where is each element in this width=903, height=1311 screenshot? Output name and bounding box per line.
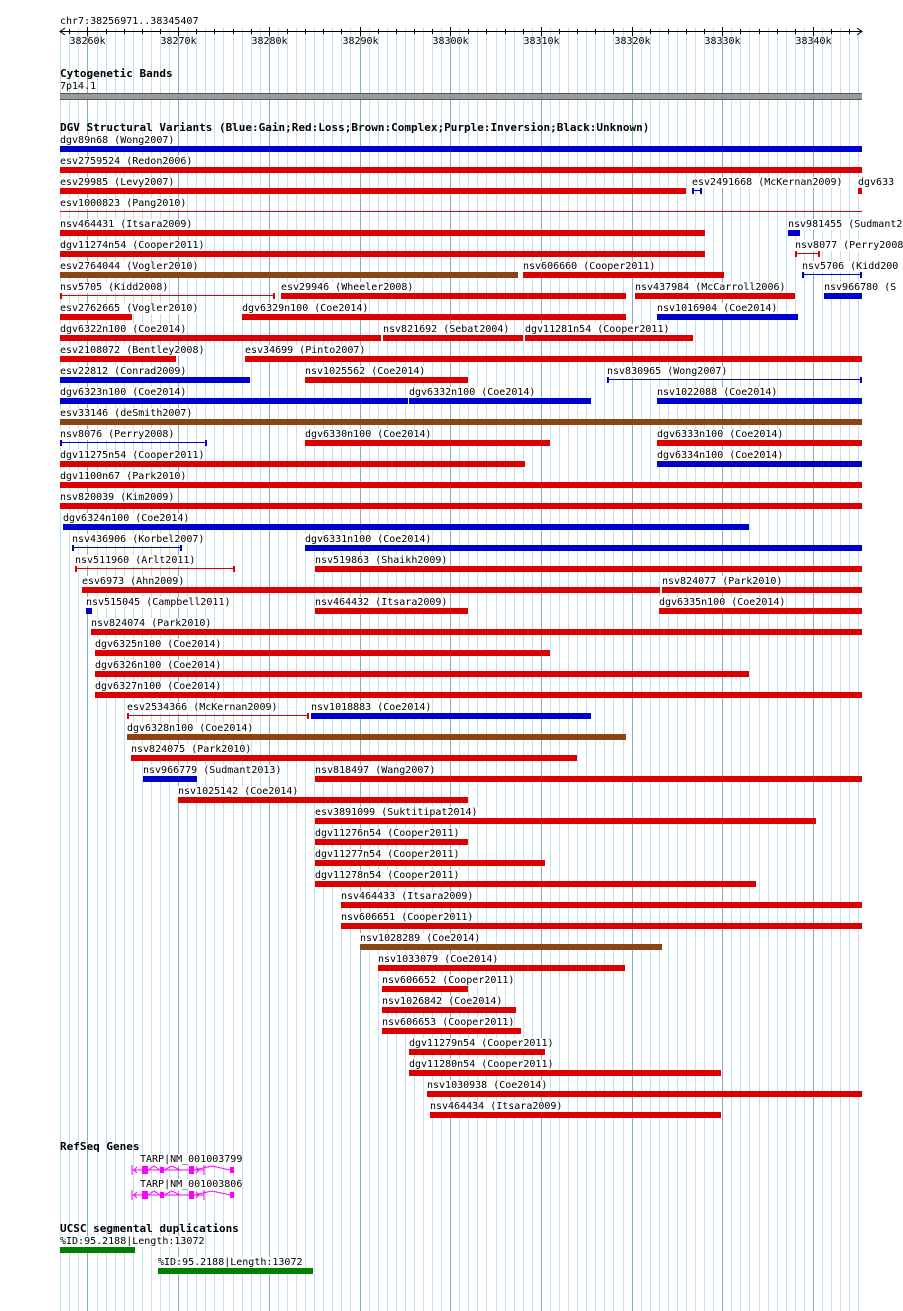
- sv-feature[interactable]: [60, 377, 250, 383]
- segdup-feature[interactable]: [60, 1247, 135, 1253]
- sv-feature[interactable]: [662, 587, 862, 593]
- cytoband-label: 7p14.1: [60, 81, 97, 92]
- gene-model[interactable]: [129, 1164, 207, 1176]
- sv-feature-label[interactable]: nsv981455 (Sudmant2: [788, 219, 903, 230]
- sv-feature[interactable]: [382, 1007, 516, 1013]
- sv-feature[interactable]: [305, 440, 550, 446]
- sv-feature[interactable]: [60, 293, 275, 299]
- ruler-tick-label: 38260k: [69, 36, 106, 47]
- sv-feature-label[interactable]: nsv515045 (Campbell2011): [86, 597, 231, 608]
- sv-feature-label[interactable]: nsv606652 (Cooper2011): [382, 975, 515, 986]
- sv-feature[interactable]: [95, 650, 550, 656]
- sv-feature-label[interactable]: nsv5705 (Kidd2008): [60, 282, 169, 293]
- sv-feature-label[interactable]: dgv11276n54 (Cooper2011): [315, 828, 460, 839]
- sv-feature[interactable]: [60, 398, 408, 404]
- sv-feature-label[interactable]: esv2491668 (McKernan2009): [692, 177, 843, 188]
- cytoband-bar[interactable]: [60, 93, 862, 100]
- sv-feature-label[interactable]: dgv6324n100 (Coe2014): [63, 513, 190, 524]
- sv-feature-label[interactable]: esv2762665 (Vogler2010): [60, 303, 199, 314]
- sv-feature-label[interactable]: nsv824075 (Park2010): [131, 744, 252, 755]
- sv-feature[interactable]: [60, 146, 862, 152]
- sv-feature-label[interactable]: nsv464433 (Itsara2009): [341, 891, 474, 902]
- sv-feature[interactable]: [315, 881, 756, 887]
- gene-label[interactable]: TARP|NM_001003799: [140, 1154, 243, 1165]
- sv-feature-label[interactable]: dgv11278n54 (Cooper2011): [315, 870, 460, 881]
- sv-feature[interactable]: [60, 419, 862, 425]
- sv-feature-label[interactable]: nsv1022088 (Coe2014): [657, 387, 778, 398]
- sv-feature-label[interactable]: dgv6323n100 (Coe2014): [60, 387, 187, 398]
- sv-feature[interactable]: [607, 377, 862, 383]
- sv-feature-label[interactable]: nsv464434 (Itsara2009): [430, 1101, 563, 1112]
- sv-feature[interactable]: [383, 335, 523, 341]
- ruler-tick-label: 38340k: [795, 36, 832, 47]
- sv-feature-label[interactable]: nsv1030938 (Coe2014): [427, 1080, 548, 1091]
- segdup-label[interactable]: %ID:95.2188|Length:13072: [158, 1257, 303, 1268]
- ruler-tick-label: 38270k: [160, 36, 197, 47]
- sv-feature[interactable]: [315, 566, 862, 572]
- sv-feature-label[interactable]: dgv6332n100 (Coe2014): [409, 387, 536, 398]
- sv-feature[interactable]: [657, 398, 862, 404]
- sv-feature-label[interactable]: esv29985 (Levy2007): [60, 177, 175, 188]
- sv-feature[interactable]: [60, 482, 862, 488]
- sv-feature[interactable]: [659, 608, 862, 614]
- sv-feature-label[interactable]: nsv1026842 (Coe2014): [382, 996, 503, 1007]
- sv-feature-label[interactable]: nsv1025562 (Coe2014): [305, 366, 426, 377]
- sv-feature[interactable]: [409, 1070, 721, 1076]
- sv-feature-label[interactable]: dgv11277n54 (Cooper2011): [315, 849, 460, 860]
- sv-feature[interactable]: [60, 335, 381, 341]
- sv-feature[interactable]: [60, 314, 132, 320]
- sv-feature[interactable]: [242, 314, 626, 320]
- sv-feature-label[interactable]: dgv6330n100 (Coe2014): [305, 429, 432, 440]
- sv-feature[interactable]: [692, 188, 702, 194]
- sv-feature[interactable]: [178, 797, 468, 803]
- sv-feature-label[interactable]: nsv821692 (Sebat2004): [383, 324, 510, 335]
- sv-feature-label[interactable]: esv6973 (Ahn2009): [82, 576, 185, 587]
- sv-feature[interactable]: [305, 377, 468, 383]
- sv-feature[interactable]: [315, 776, 862, 782]
- sv-feature-label[interactable]: dgv633: [858, 177, 895, 188]
- sv-feature[interactable]: [127, 713, 309, 719]
- sv-feature[interactable]: [802, 272, 862, 278]
- sv-feature[interactable]: [131, 755, 577, 761]
- sv-feature-label[interactable]: nsv820039 (Kim2009): [60, 492, 175, 503]
- sv-feature[interactable]: [795, 251, 820, 257]
- sv-feature-label[interactable]: dgv6334n100 (Coe2014): [657, 450, 784, 461]
- sv-feature[interactable]: [86, 608, 92, 614]
- sv-feature-label[interactable]: dgv6328n100 (Coe2014): [127, 723, 254, 734]
- sv-feature-label[interactable]: dgv6329n100 (Coe2014): [242, 303, 369, 314]
- sv-feature[interactable]: [523, 272, 724, 278]
- sv-feature[interactable]: [824, 293, 862, 299]
- sv-feature-label[interactable]: nsv436906 (Korbel2007): [72, 534, 205, 545]
- sv-feature-label[interactable]: dgv11280n54 (Cooper2011): [409, 1059, 554, 1070]
- dgv-track-title: DGV Structural Variants (Blue:Gain;Red:Loss;Brown:Complex;Purple:Inversion;Black:Unknown): [60, 121, 650, 134]
- sv-feature-label[interactable]: nsv464432 (Itsara2009): [315, 597, 448, 608]
- sv-feature-label[interactable]: dgv89n68 (Wong2007): [60, 135, 175, 146]
- sv-feature[interactable]: [657, 314, 798, 320]
- ruler-tick-label: 38290k: [342, 36, 379, 47]
- sv-feature-label[interactable]: dgv6327n100 (Coe2014): [95, 681, 222, 692]
- sv-feature[interactable]: [858, 188, 862, 194]
- segdup-track-title: UCSC segmental duplications: [60, 1222, 239, 1235]
- sv-feature-label[interactable]: esv33146 (deSmith2007): [60, 408, 193, 419]
- sv-feature[interactable]: [60, 356, 176, 362]
- segdup-label[interactable]: %ID:95.2188|Length:13072: [60, 1236, 205, 1247]
- sv-feature-label[interactable]: nsv437984 (McCarroll2006): [635, 282, 786, 293]
- sv-feature[interactable]: [427, 1091, 862, 1097]
- sv-feature[interactable]: [788, 230, 800, 236]
- sv-feature-label[interactable]: dgv11274n54 (Cooper2011): [60, 240, 205, 251]
- sv-feature-label[interactable]: nsv464431 (Itsara2009): [60, 219, 193, 230]
- sv-feature[interactable]: [315, 839, 468, 845]
- sv-feature[interactable]: [315, 818, 816, 824]
- sv-feature[interactable]: [341, 923, 862, 929]
- sv-feature-label[interactable]: dgv6331n100 (Coe2014): [305, 534, 432, 545]
- sv-feature[interactable]: [60, 272, 518, 278]
- sv-feature-label[interactable]: esv2534366 (McKernan2009): [127, 702, 278, 713]
- sv-feature[interactable]: [75, 566, 235, 572]
- sv-feature-label[interactable]: dgv6333n100 (Coe2014): [657, 429, 784, 440]
- sv-feature[interactable]: [127, 734, 626, 740]
- sv-feature[interactable]: [95, 692, 862, 698]
- sv-feature-label[interactable]: esv2108072 (Bentley2008): [60, 345, 205, 356]
- sv-feature[interactable]: [341, 902, 862, 908]
- refseq-track-title: RefSeq Genes: [60, 1140, 140, 1153]
- sv-feature[interactable]: [91, 629, 862, 635]
- ruler-tick-label: 38320k: [614, 36, 651, 47]
- sv-feature-label[interactable]: nsv606660 (Cooper2011): [523, 261, 656, 272]
- sv-feature[interactable]: [657, 440, 862, 446]
- sv-feature-label[interactable]: nsv511960 (Arlt2011): [75, 555, 196, 566]
- sv-feature-label[interactable]: nsv606651 (Cooper2011): [341, 912, 474, 923]
- sv-feature[interactable]: [63, 524, 749, 530]
- sv-feature[interactable]: [60, 211, 862, 212]
- sv-feature[interactable]: [315, 608, 468, 614]
- sv-feature[interactable]: [245, 356, 862, 362]
- sv-feature-label[interactable]: nsv966779 (Sudmant2013): [143, 765, 282, 776]
- sv-feature-label[interactable]: nsv519863 (Shaikh2009): [315, 555, 448, 566]
- sv-feature-label[interactable]: esv2764044 (Vogler2010): [60, 261, 199, 272]
- sv-feature[interactable]: [60, 503, 862, 509]
- sv-feature[interactable]: [95, 671, 749, 677]
- gene-label[interactable]: TARP|NM_001003806: [140, 1179, 243, 1190]
- sv-feature[interactable]: [60, 440, 207, 446]
- sv-feature[interactable]: [382, 1028, 521, 1034]
- sv-feature-label[interactable]: nsv1025142 (Coe2014): [178, 786, 299, 797]
- sv-feature-label[interactable]: nsv1033079 (Coe2014): [378, 954, 499, 965]
- sv-feature[interactable]: [60, 251, 705, 257]
- sv-feature[interactable]: [311, 713, 591, 719]
- sv-feature-label[interactable]: dgv11275n54 (Cooper2011): [60, 450, 205, 461]
- sv-feature-label[interactable]: dgv6335n100 (Coe2014): [659, 597, 786, 608]
- sv-feature-label[interactable]: nsv1016904 (Coe2014): [657, 303, 778, 314]
- sv-feature[interactable]: [305, 545, 862, 551]
- sv-feature-label[interactable]: nsv1018883 (Coe2014): [311, 702, 432, 713]
- sv-feature-label[interactable]: nsv1028289 (Coe2014): [360, 933, 481, 944]
- ruler-tick-label: 38300k: [432, 36, 469, 47]
- ruler-tick-label: 38310k: [523, 36, 560, 47]
- sv-feature-label[interactable]: esv3891099 (Suktitipat2014): [315, 807, 478, 818]
- sv-feature-label[interactable]: dgv11281n54 (Cooper2011): [525, 324, 670, 335]
- sv-feature[interactable]: [409, 1049, 545, 1055]
- sv-feature-label[interactable]: nsv824074 (Park2010): [91, 618, 212, 629]
- sv-feature-label[interactable]: esv2759524 (Redon2006): [60, 156, 193, 167]
- sv-feature-label[interactable]: nsv5706 (Kidd200: [802, 261, 899, 272]
- ruler-tick-label: 38330k: [704, 36, 741, 47]
- sv-feature-label[interactable]: esv34699 (Pinto2007): [245, 345, 366, 356]
- segdup-feature[interactable]: [158, 1268, 313, 1274]
- sv-feature[interactable]: [60, 461, 525, 467]
- sv-feature[interactable]: [430, 1112, 721, 1118]
- sv-feature[interactable]: [60, 230, 705, 236]
- sv-feature-label[interactable]: nsv824077 (Park2010): [662, 576, 783, 587]
- sv-feature[interactable]: [525, 335, 693, 341]
- ruler-location: chr7:38256971..38345407: [60, 16, 199, 27]
- ruler-tick-label: 38280k: [251, 36, 288, 47]
- sv-feature-label[interactable]: nsv8076 (Perry2008): [60, 429, 175, 440]
- sv-feature[interactable]: [60, 188, 686, 194]
- cytoband-track-title: Cytogenetic Bands: [60, 67, 173, 80]
- sv-feature-label[interactable]: esv1000823 (Pang2010): [60, 198, 187, 209]
- sv-feature[interactable]: [82, 587, 660, 593]
- sv-feature-label[interactable]: nsv8077 (Perry2008: [795, 240, 903, 251]
- sv-feature[interactable]: [72, 545, 182, 551]
- sv-feature-label[interactable]: dgv6326n100 (Coe2014): [95, 660, 222, 671]
- sv-feature[interactable]: [657, 461, 862, 467]
- sv-feature[interactable]: [143, 776, 197, 782]
- sv-feature-label[interactable]: esv22812 (Conrad2009): [60, 366, 187, 377]
- sv-feature[interactable]: [315, 860, 545, 866]
- sv-feature-label[interactable]: dgv6322n100 (Coe2014): [60, 324, 187, 335]
- sv-feature-label[interactable]: dgv1100n67 (Park2010): [60, 471, 187, 482]
- sv-feature-label[interactable]: nsv606653 (Cooper2011): [382, 1017, 515, 1028]
- sv-feature-label[interactable]: dgv6325n100 (Coe2014): [95, 639, 222, 650]
- sv-feature-label[interactable]: dgv11279n54 (Cooper2011): [409, 1038, 554, 1049]
- sv-feature[interactable]: [378, 965, 625, 971]
- sv-feature[interactable]: [409, 398, 591, 404]
- sv-feature[interactable]: [281, 293, 626, 299]
- sv-feature-label[interactable]: nsv830965 (Wong2007): [607, 366, 728, 377]
- sv-feature-label[interactable]: esv29946 (Wheeler2008): [281, 282, 414, 293]
- sv-feature[interactable]: [360, 944, 662, 950]
- gene-model[interactable]: [129, 1189, 207, 1201]
- sv-feature-label[interactable]: nsv966780 (S: [824, 282, 897, 293]
- sv-feature[interactable]: [382, 986, 468, 992]
- sv-feature-label[interactable]: nsv818497 (Wang2007): [315, 765, 436, 776]
- sv-feature[interactable]: [60, 167, 862, 173]
- sv-feature[interactable]: [635, 293, 795, 299]
